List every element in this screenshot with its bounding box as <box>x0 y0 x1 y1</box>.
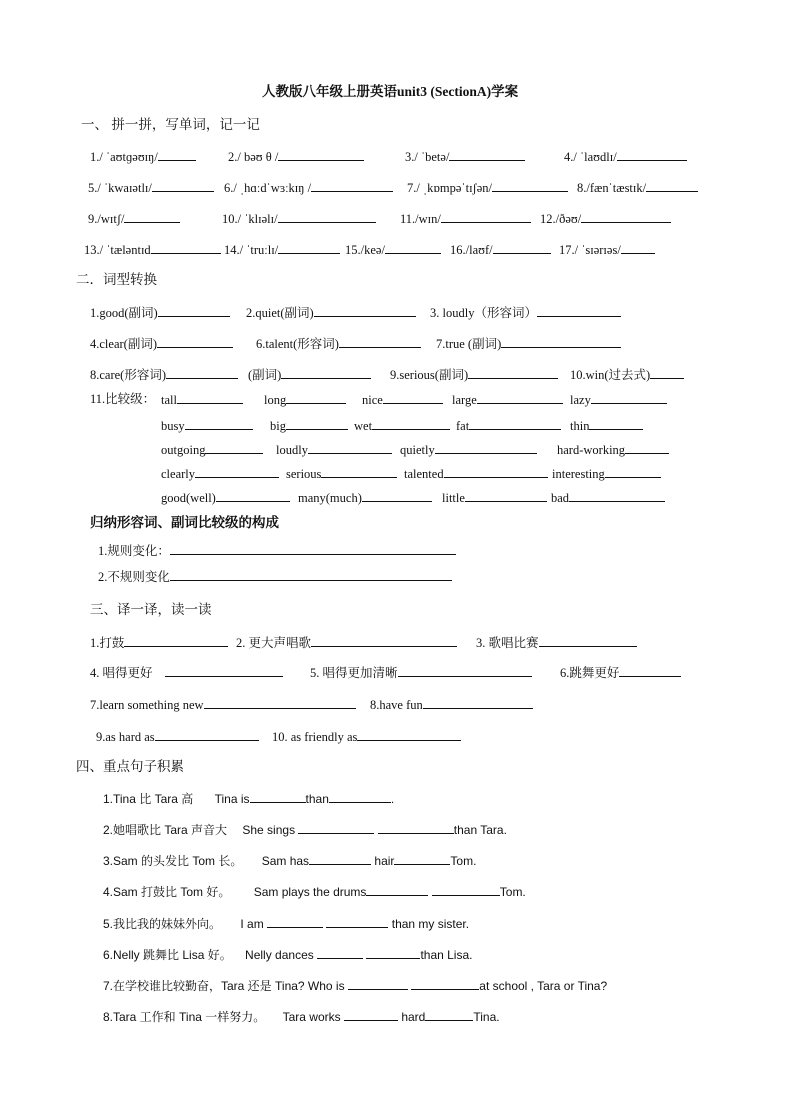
answer-blank[interactable] <box>344 1008 398 1021</box>
answer-blank[interactable] <box>378 821 454 834</box>
s2-item: (副词) <box>248 368 282 382</box>
s1-item: 10./ ˈklɪəlɪ/ <box>222 212 278 226</box>
answer-blank[interactable] <box>537 304 621 317</box>
sentence-en: She sings <box>242 823 296 837</box>
answer-blank[interactable] <box>152 179 214 192</box>
s1-item: 5./ ˈkwaɪətlɪ/ <box>88 181 152 195</box>
s1-item: 2./ bəʊ θ / <box>228 150 279 164</box>
answer-blank[interactable] <box>441 210 531 223</box>
answer-blank[interactable] <box>151 241 221 254</box>
answer-blank[interactable] <box>166 366 238 379</box>
answer-blank[interactable] <box>321 465 397 478</box>
answer-blank[interactable] <box>589 417 643 430</box>
comp-word: loudly <box>276 443 308 457</box>
comp-word: interesting <box>552 467 605 481</box>
comp-word: large <box>452 393 477 407</box>
answer-blank[interactable] <box>619 664 681 677</box>
answer-blank[interactable] <box>398 664 532 677</box>
answer-blank[interactable] <box>329 790 391 803</box>
answer-blank[interactable] <box>158 304 230 317</box>
sentence-en: Tina is <box>214 792 250 806</box>
s3-item: 8.have fun <box>370 698 423 712</box>
answer-blank[interactable] <box>158 148 196 161</box>
answer-blank[interactable] <box>539 634 637 647</box>
answer-blank[interactable] <box>444 465 548 478</box>
answer-blank[interactable] <box>646 179 698 192</box>
answer-blank[interactable] <box>309 852 371 865</box>
answer-blank[interactable] <box>250 790 306 803</box>
s3-item: 2. 更大声唱歌 <box>236 636 312 650</box>
answer-blank[interactable] <box>492 179 568 192</box>
sentence-en: Tara works <box>282 1010 341 1024</box>
answer-blank[interactable] <box>298 821 374 834</box>
sentence-en: than Lisa. <box>420 948 473 962</box>
sentence-cn: 3.Sam 的头发比 Tom 长。 <box>103 854 243 868</box>
s1-item: 13./ ˈtæləntɪd <box>84 243 151 257</box>
comparative-label: 11.比较级： <box>90 392 156 406</box>
s1-item: 9./wɪtʃ/ <box>88 212 125 226</box>
sentence-cn: 5.我比我的妹妹外向。 <box>103 917 222 931</box>
s2-item: 1.good(副词) <box>90 306 158 320</box>
answer-blank[interactable] <box>170 568 452 581</box>
sentence-en: Tom. <box>450 854 477 868</box>
answer-blank[interactable] <box>278 148 364 161</box>
section-2-heading: 二．词型转换 <box>76 272 157 287</box>
sentence-cn: 8.Tara 工作和 Tina 一样努力。 <box>103 1010 266 1024</box>
comp-word: big <box>270 419 286 433</box>
s1-item: 12./ðəʊ/ <box>540 212 582 226</box>
answer-blank[interactable] <box>493 241 551 254</box>
s1-item: 7./ ˌkɒmpəˈtɪʃən/ <box>407 181 492 195</box>
sentence-en: at school , Tara or Tina? <box>479 979 608 993</box>
answer-blank[interactable] <box>205 441 263 454</box>
s2-item: 6.talent(形容词) <box>256 337 339 351</box>
answer-blank[interactable] <box>308 441 392 454</box>
s1-item: 6./ ˌhɑːdˈwɜːkɪŋ / <box>224 181 312 195</box>
answer-blank[interactable] <box>170 542 456 555</box>
answer-blank[interactable] <box>385 241 441 254</box>
page-title: 人教版八年级上册英语unit3 (SectionA)学案 <box>262 84 519 99</box>
answer-blank[interactable] <box>357 728 461 741</box>
answer-blank[interactable] <box>204 696 356 709</box>
answer-blank[interactable] <box>124 634 228 647</box>
answer-blank[interactable] <box>281 366 371 379</box>
summary-item: 2.不规则变化 <box>98 570 170 584</box>
answer-blank[interactable] <box>326 915 388 928</box>
answer-blank[interactable] <box>372 417 450 430</box>
answer-blank[interactable] <box>432 883 500 896</box>
s3-item: 5. 唱得更加清晰 <box>310 666 398 680</box>
summary-item: 1.规则变化： <box>98 544 170 558</box>
s2-item: 4.clear(副词) <box>90 337 157 351</box>
comp-word: lazy <box>570 393 591 407</box>
answer-blank[interactable] <box>366 946 420 959</box>
answer-blank[interactable] <box>621 241 655 254</box>
sentence-en: hair <box>374 854 395 868</box>
answer-blank[interactable] <box>348 977 408 990</box>
comp-word: clearly <box>161 467 196 481</box>
answer-blank[interactable] <box>165 664 283 677</box>
answer-blank[interactable] <box>278 210 376 223</box>
s1-item: 8./fænˈtæstɪk/ <box>577 181 647 195</box>
s3-item: 6.跳舞更好 <box>560 666 620 680</box>
answer-blank[interactable] <box>650 366 684 379</box>
answer-blank[interactable] <box>465 489 547 502</box>
answer-blank[interactable] <box>366 883 428 896</box>
sentence-cn: 4.Sam 打鼓比 Tom 好。 <box>103 885 231 899</box>
s1-item: 16./laʊf/ <box>450 243 493 257</box>
s1-item: 4./ ˈlaʊdlɪ/ <box>564 150 617 164</box>
answer-blank[interactable] <box>317 946 363 959</box>
s3-item: 4. 唱得更好 <box>90 666 153 680</box>
s3-item: 1.打鼓 <box>90 636 125 650</box>
sentence-cn: 6.Nelly 跳舞比 Lisa 好。 <box>103 948 232 962</box>
answer-blank[interactable] <box>339 335 421 348</box>
answer-blank[interactable] <box>362 489 432 502</box>
sentence-en: than my sister. <box>391 917 470 931</box>
s2-item: 10.win(过去式) <box>570 368 651 382</box>
comp-word: nice <box>362 393 383 407</box>
answer-blank[interactable] <box>625 441 669 454</box>
answer-blank[interactable] <box>195 465 279 478</box>
sentence-en: Tina. <box>473 1010 500 1024</box>
answer-blank[interactable] <box>449 148 525 161</box>
comp-word: busy <box>161 419 185 433</box>
answer-blank[interactable] <box>469 417 561 430</box>
s2-item: 7.true (副词) <box>436 337 502 351</box>
sentence-en: than <box>305 792 329 806</box>
s1-item: 14./ ˈtruːlɪ/ <box>224 243 279 257</box>
sentence-en: Nelly dances <box>245 948 314 962</box>
answer-blank[interactable] <box>177 391 243 404</box>
s3-item: 9.as hard as <box>96 730 155 744</box>
answer-blank[interactable] <box>617 148 687 161</box>
answer-blank[interactable] <box>185 417 253 430</box>
answer-blank[interactable] <box>311 179 393 192</box>
comp-word: thin <box>570 419 590 433</box>
comp-word: outgoing <box>161 443 206 457</box>
answer-blank[interactable] <box>501 335 621 348</box>
answer-blank[interactable] <box>286 417 348 430</box>
sentence-cn: 1.Tina 比 Tara 高 <box>103 792 194 806</box>
sentence-en: Sam plays the drums <box>253 885 367 899</box>
answer-blank[interactable] <box>278 241 340 254</box>
s2-item: 9.serious(副词) <box>390 368 469 382</box>
answer-blank[interactable] <box>155 728 259 741</box>
answer-blank[interactable] <box>581 210 671 223</box>
answer-blank[interactable] <box>383 391 443 404</box>
comp-word: little <box>442 491 465 505</box>
answer-blank[interactable] <box>216 489 290 502</box>
answer-blank[interactable] <box>605 465 661 478</box>
comp-word: serious <box>286 467 322 481</box>
answer-blank[interactable] <box>314 304 416 317</box>
sentence-en: hard <box>401 1010 426 1024</box>
comp-word: long <box>264 393 287 407</box>
answer-blank[interactable] <box>311 634 457 647</box>
comp-word: wet <box>354 419 373 433</box>
section-4-heading: 四、重点句子积累 <box>76 759 184 774</box>
comp-word: fat <box>456 419 470 433</box>
sentence-en: than Tara. <box>453 823 507 837</box>
sentence-cn: 2.她唱歌比 Tara 声音大 <box>103 823 228 837</box>
answer-blank[interactable] <box>157 335 233 348</box>
s3-item: 3. 歌唱比赛 <box>476 636 539 650</box>
comp-word: bad <box>551 491 570 505</box>
answer-blank[interactable] <box>425 1008 473 1021</box>
answer-blank[interactable] <box>468 366 558 379</box>
s2-item: 3. loudly（形容词） <box>430 306 537 320</box>
section-1-heading: 一、 拼一拼，写单词，记一记 <box>81 117 260 132</box>
answer-blank[interactable] <box>423 696 533 709</box>
answer-blank[interactable] <box>267 915 323 928</box>
comp-word: good(well) <box>161 491 216 505</box>
comp-word: tall <box>161 393 177 407</box>
sentence-en: . <box>390 792 395 806</box>
s1-item: 17./ ˈsɪərɪəs/ <box>559 243 621 257</box>
sentence-en: Sam has <box>261 854 310 868</box>
answer-blank[interactable] <box>286 391 346 404</box>
answer-blank[interactable] <box>411 977 479 990</box>
s2-item: 2.quiet(副词) <box>246 306 314 320</box>
comp-word: many(much) <box>298 491 362 505</box>
s2-item: 8.care(形容词) <box>90 368 167 382</box>
summary-heading: 归纳形容词、副词比较级的构成 <box>90 515 279 530</box>
sentence-en: I am <box>240 917 264 931</box>
answer-blank[interactable] <box>569 489 665 502</box>
s3-item: 10. as friendly as <box>272 730 358 744</box>
s1-item: 11./wɪn/ <box>400 212 441 226</box>
answer-blank[interactable] <box>591 391 667 404</box>
s1-item: 3./ ˈbetə/ <box>405 150 450 164</box>
answer-blank[interactable] <box>435 441 537 454</box>
sentence-cn: 7.在学校谁比较勤奋，Tara 还是 Tina? Who is <box>103 979 345 993</box>
comp-word: hard-working <box>557 443 626 457</box>
comp-word: talented <box>404 467 444 481</box>
section-3-heading: 三、译一译，读一读 <box>90 602 212 617</box>
sentence-en: Tom. <box>499 885 526 899</box>
s1-item: 15./keə/ <box>345 243 385 257</box>
answer-blank[interactable] <box>124 210 180 223</box>
comp-word: quietly <box>400 443 435 457</box>
answer-blank[interactable] <box>477 391 563 404</box>
answer-blank[interactable] <box>394 852 450 865</box>
s1-item: 1./ ˈaʊtɡəʊɪŋ/ <box>90 150 158 164</box>
s3-item: 7.learn something new <box>90 698 204 712</box>
